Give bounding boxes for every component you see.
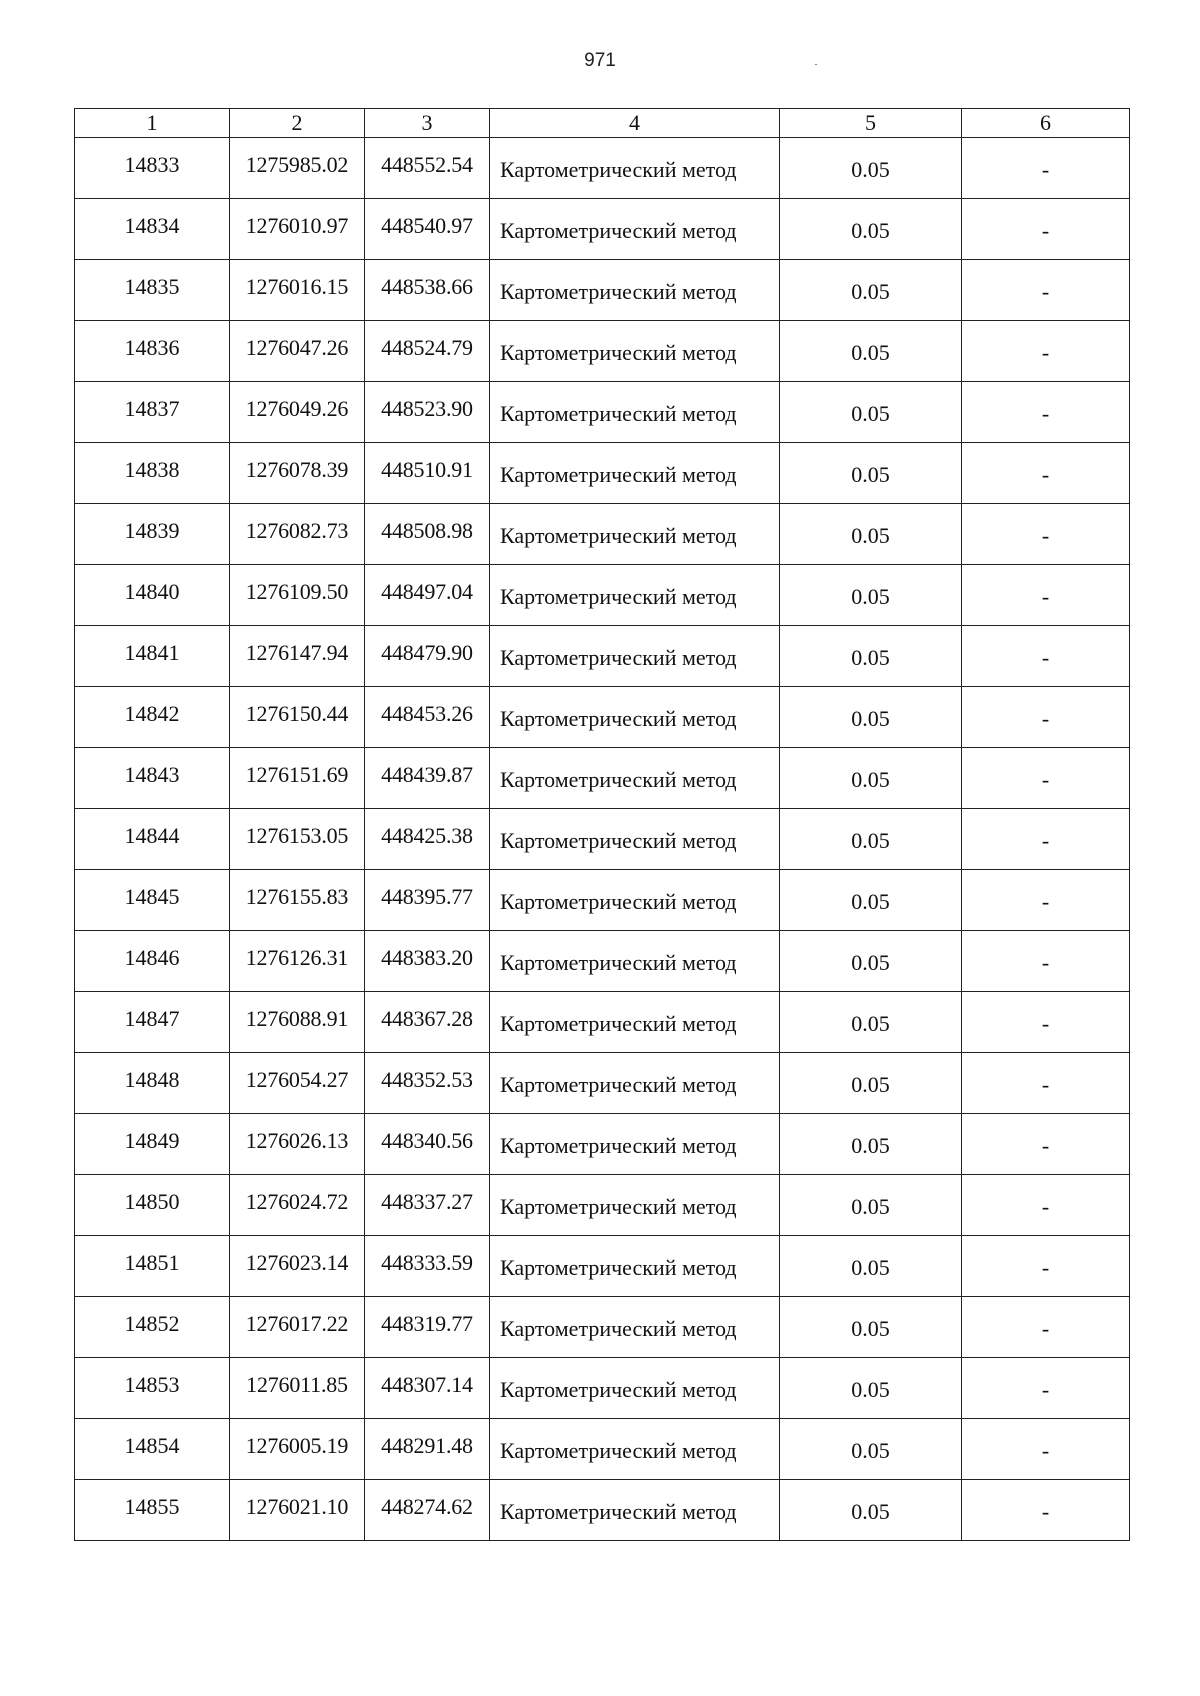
y-coordinate-cell: 448395.77 [365,870,490,931]
method-cell: Картометрический метод [490,382,780,443]
note-cell: - [962,382,1130,443]
x-coordinate-cell: 1276023.14 [230,1236,365,1297]
x-coordinate-cell: 1276021.10 [230,1480,365,1541]
table-row [75,870,1130,931]
note-cell: - [962,199,1130,260]
x-coordinate-cell: 1276005.19 [230,1419,365,1480]
table-row [75,1236,1130,1297]
table-row [75,931,1130,992]
point-number-cell: 14834 [75,199,230,260]
accuracy-cell: 0.05 [780,138,962,199]
accuracy-cell: 0.05 [780,1358,962,1419]
x-coordinate-cell: 1276010.97 [230,199,365,260]
x-coordinate-cell: 1276155.83 [230,870,365,931]
table-row [75,748,1130,809]
method-cell: Картометрический метод [490,504,780,565]
accuracy-cell: 0.05 [780,870,962,931]
y-coordinate-cell: 448319.77 [365,1297,490,1358]
x-coordinate-cell: 1276109.50 [230,565,365,626]
point-number-cell: 14847 [75,992,230,1053]
method-cell: Картометрический метод [490,565,780,626]
method-cell: Картометрический метод [490,748,780,809]
point-number-cell: 14852 [75,1297,230,1358]
note-cell: - [962,443,1130,504]
table-header [75,109,1130,138]
y-coordinate-cell: 448439.87 [365,748,490,809]
note-cell: - [962,1114,1130,1175]
method-cell: Картометрический метод [490,1175,780,1236]
table-row [75,1114,1130,1175]
accuracy-cell: 0.05 [780,1236,962,1297]
x-coordinate-cell: 1276153.05 [230,809,365,870]
method-cell: Картометрический метод [490,1236,780,1297]
x-coordinate-cell: 1276126.31 [230,931,365,992]
accuracy-cell: 0.05 [780,1480,962,1541]
x-coordinate-cell: 1276088.91 [230,992,365,1053]
table-row [75,260,1130,321]
y-coordinate-cell: 448538.66 [365,260,490,321]
note-cell: - [962,1480,1130,1541]
note-cell: - [962,260,1130,321]
x-coordinate-cell: 1276017.22 [230,1297,365,1358]
y-coordinate-cell: 448497.04 [365,565,490,626]
y-coordinate-cell: 448274.62 [365,1480,490,1541]
scan-mark [815,64,817,65]
note-cell: - [962,1358,1130,1419]
point-number-cell: 14849 [75,1114,230,1175]
y-coordinate-cell: 448540.97 [365,199,490,260]
table-row [75,443,1130,504]
accuracy-cell: 0.05 [780,260,962,321]
note-cell: - [962,626,1130,687]
table-row [75,687,1130,748]
note-cell: - [962,138,1130,199]
point-number-cell: 14851 [75,1236,230,1297]
note-cell: - [962,1419,1130,1480]
table-row [75,1358,1130,1419]
y-coordinate-cell: 448425.38 [365,809,490,870]
accuracy-cell: 0.05 [780,992,962,1053]
x-coordinate-cell: 1276047.26 [230,321,365,382]
accuracy-cell: 0.05 [780,1419,962,1480]
method-cell: Картометрический метод [490,992,780,1053]
note-cell: - [962,1053,1130,1114]
note-cell: - [962,1236,1130,1297]
y-coordinate-cell: 448367.28 [365,992,490,1053]
point-number-cell: 14839 [75,504,230,565]
accuracy-cell: 0.05 [780,1175,962,1236]
accuracy-cell: 0.05 [780,687,962,748]
y-coordinate-cell: 448510.91 [365,443,490,504]
table-row [75,382,1130,443]
accuracy-cell: 0.05 [780,199,962,260]
table-row [75,565,1130,626]
x-coordinate-cell: 1276147.94 [230,626,365,687]
point-number-cell: 14840 [75,565,230,626]
x-coordinate-cell: 1276016.15 [230,260,365,321]
point-number-cell: 14836 [75,321,230,382]
point-number-cell: 14837 [75,382,230,443]
column-header: 5 [780,109,962,138]
note-cell: - [962,321,1130,382]
table-row [75,809,1130,870]
table-row [75,321,1130,382]
x-coordinate-cell: 1276054.27 [230,1053,365,1114]
method-cell: Картометрический метод [490,809,780,870]
point-number-cell: 14850 [75,1175,230,1236]
point-number-cell: 14846 [75,931,230,992]
accuracy-cell: 0.05 [780,931,962,992]
x-coordinate-cell: 1276151.69 [230,748,365,809]
header-row [75,109,1130,138]
x-coordinate-cell: 1276150.44 [230,687,365,748]
y-coordinate-cell: 448453.26 [365,687,490,748]
table-row [75,626,1130,687]
table-row [75,1419,1130,1480]
method-cell: Картометрический метод [490,931,780,992]
point-number-cell: 14841 [75,626,230,687]
table-row [75,1175,1130,1236]
x-coordinate-cell: 1276078.39 [230,443,365,504]
method-cell: Картометрический метод [490,138,780,199]
note-cell: - [962,748,1130,809]
method-cell: Картометрический метод [490,1480,780,1541]
method-cell: Картометрический метод [490,1358,780,1419]
point-number-cell: 14854 [75,1419,230,1480]
x-coordinate-cell: 1276082.73 [230,504,365,565]
point-number-cell: 14835 [75,260,230,321]
y-coordinate-cell: 448340.56 [365,1114,490,1175]
column-header: 6 [962,109,1130,138]
x-coordinate-cell: 1276011.85 [230,1358,365,1419]
accuracy-cell: 0.05 [780,1114,962,1175]
y-coordinate-cell: 448333.59 [365,1236,490,1297]
accuracy-cell: 0.05 [780,748,962,809]
accuracy-cell: 0.05 [780,565,962,626]
note-cell: - [962,504,1130,565]
coordinates-table [74,108,1130,1541]
table-row [75,1053,1130,1114]
page-number: 971 [584,50,616,71]
column-header: 1 [75,109,230,138]
x-coordinate-cell: 1276049.26 [230,382,365,443]
y-coordinate-cell: 448352.53 [365,1053,490,1114]
y-coordinate-cell: 448291.48 [365,1419,490,1480]
column-header: 2 [230,109,365,138]
note-cell: - [962,931,1130,992]
method-cell: Картометрический метод [490,260,780,321]
table-row [75,138,1130,199]
method-cell: Картометрический метод [490,321,780,382]
y-coordinate-cell: 448479.90 [365,626,490,687]
method-cell: Картометрический метод [490,1053,780,1114]
y-coordinate-cell: 448524.79 [365,321,490,382]
point-number-cell: 14833 [75,138,230,199]
accuracy-cell: 0.05 [780,382,962,443]
point-number-cell: 14838 [75,443,230,504]
note-cell: - [962,992,1130,1053]
column-header: 4 [490,109,780,138]
accuracy-cell: 0.05 [780,626,962,687]
y-coordinate-cell: 448508.98 [365,504,490,565]
point-number-cell: 14848 [75,1053,230,1114]
method-cell: Картометрический метод [490,1297,780,1358]
method-cell: Картометрический метод [490,626,780,687]
point-number-cell: 14842 [75,687,230,748]
note-cell: - [962,1297,1130,1358]
accuracy-cell: 0.05 [780,1053,962,1114]
table-row [75,504,1130,565]
column-header: 3 [365,109,490,138]
table-row [75,992,1130,1053]
y-coordinate-cell: 448523.90 [365,382,490,443]
note-cell: - [962,565,1130,626]
point-number-cell: 14844 [75,809,230,870]
table-body [75,138,1130,1541]
method-cell: Картометрический метод [490,1419,780,1480]
table-row [75,199,1130,260]
point-number-cell: 14843 [75,748,230,809]
note-cell: - [962,809,1130,870]
point-number-cell: 14845 [75,870,230,931]
point-number-cell: 14855 [75,1480,230,1541]
method-cell: Картометрический метод [490,199,780,260]
table-row [75,1297,1130,1358]
y-coordinate-cell: 448383.20 [365,931,490,992]
note-cell: - [962,687,1130,748]
x-coordinate-cell: 1276026.13 [230,1114,365,1175]
method-cell: Картометрический метод [490,687,780,748]
x-coordinate-cell: 1276024.72 [230,1175,365,1236]
accuracy-cell: 0.05 [780,809,962,870]
note-cell: - [962,1175,1130,1236]
accuracy-cell: 0.05 [780,1297,962,1358]
accuracy-cell: 0.05 [780,321,962,382]
y-coordinate-cell: 448552.54 [365,138,490,199]
method-cell: Картометрический метод [490,870,780,931]
method-cell: Картометрический метод [490,443,780,504]
table-row [75,1480,1130,1541]
x-coordinate-cell: 1275985.02 [230,138,365,199]
y-coordinate-cell: 448337.27 [365,1175,490,1236]
y-coordinate-cell: 448307.14 [365,1358,490,1419]
note-cell: - [962,870,1130,931]
accuracy-cell: 0.05 [780,504,962,565]
accuracy-cell: 0.05 [780,443,962,504]
method-cell: Картометрический метод [490,1114,780,1175]
point-number-cell: 14853 [75,1358,230,1419]
